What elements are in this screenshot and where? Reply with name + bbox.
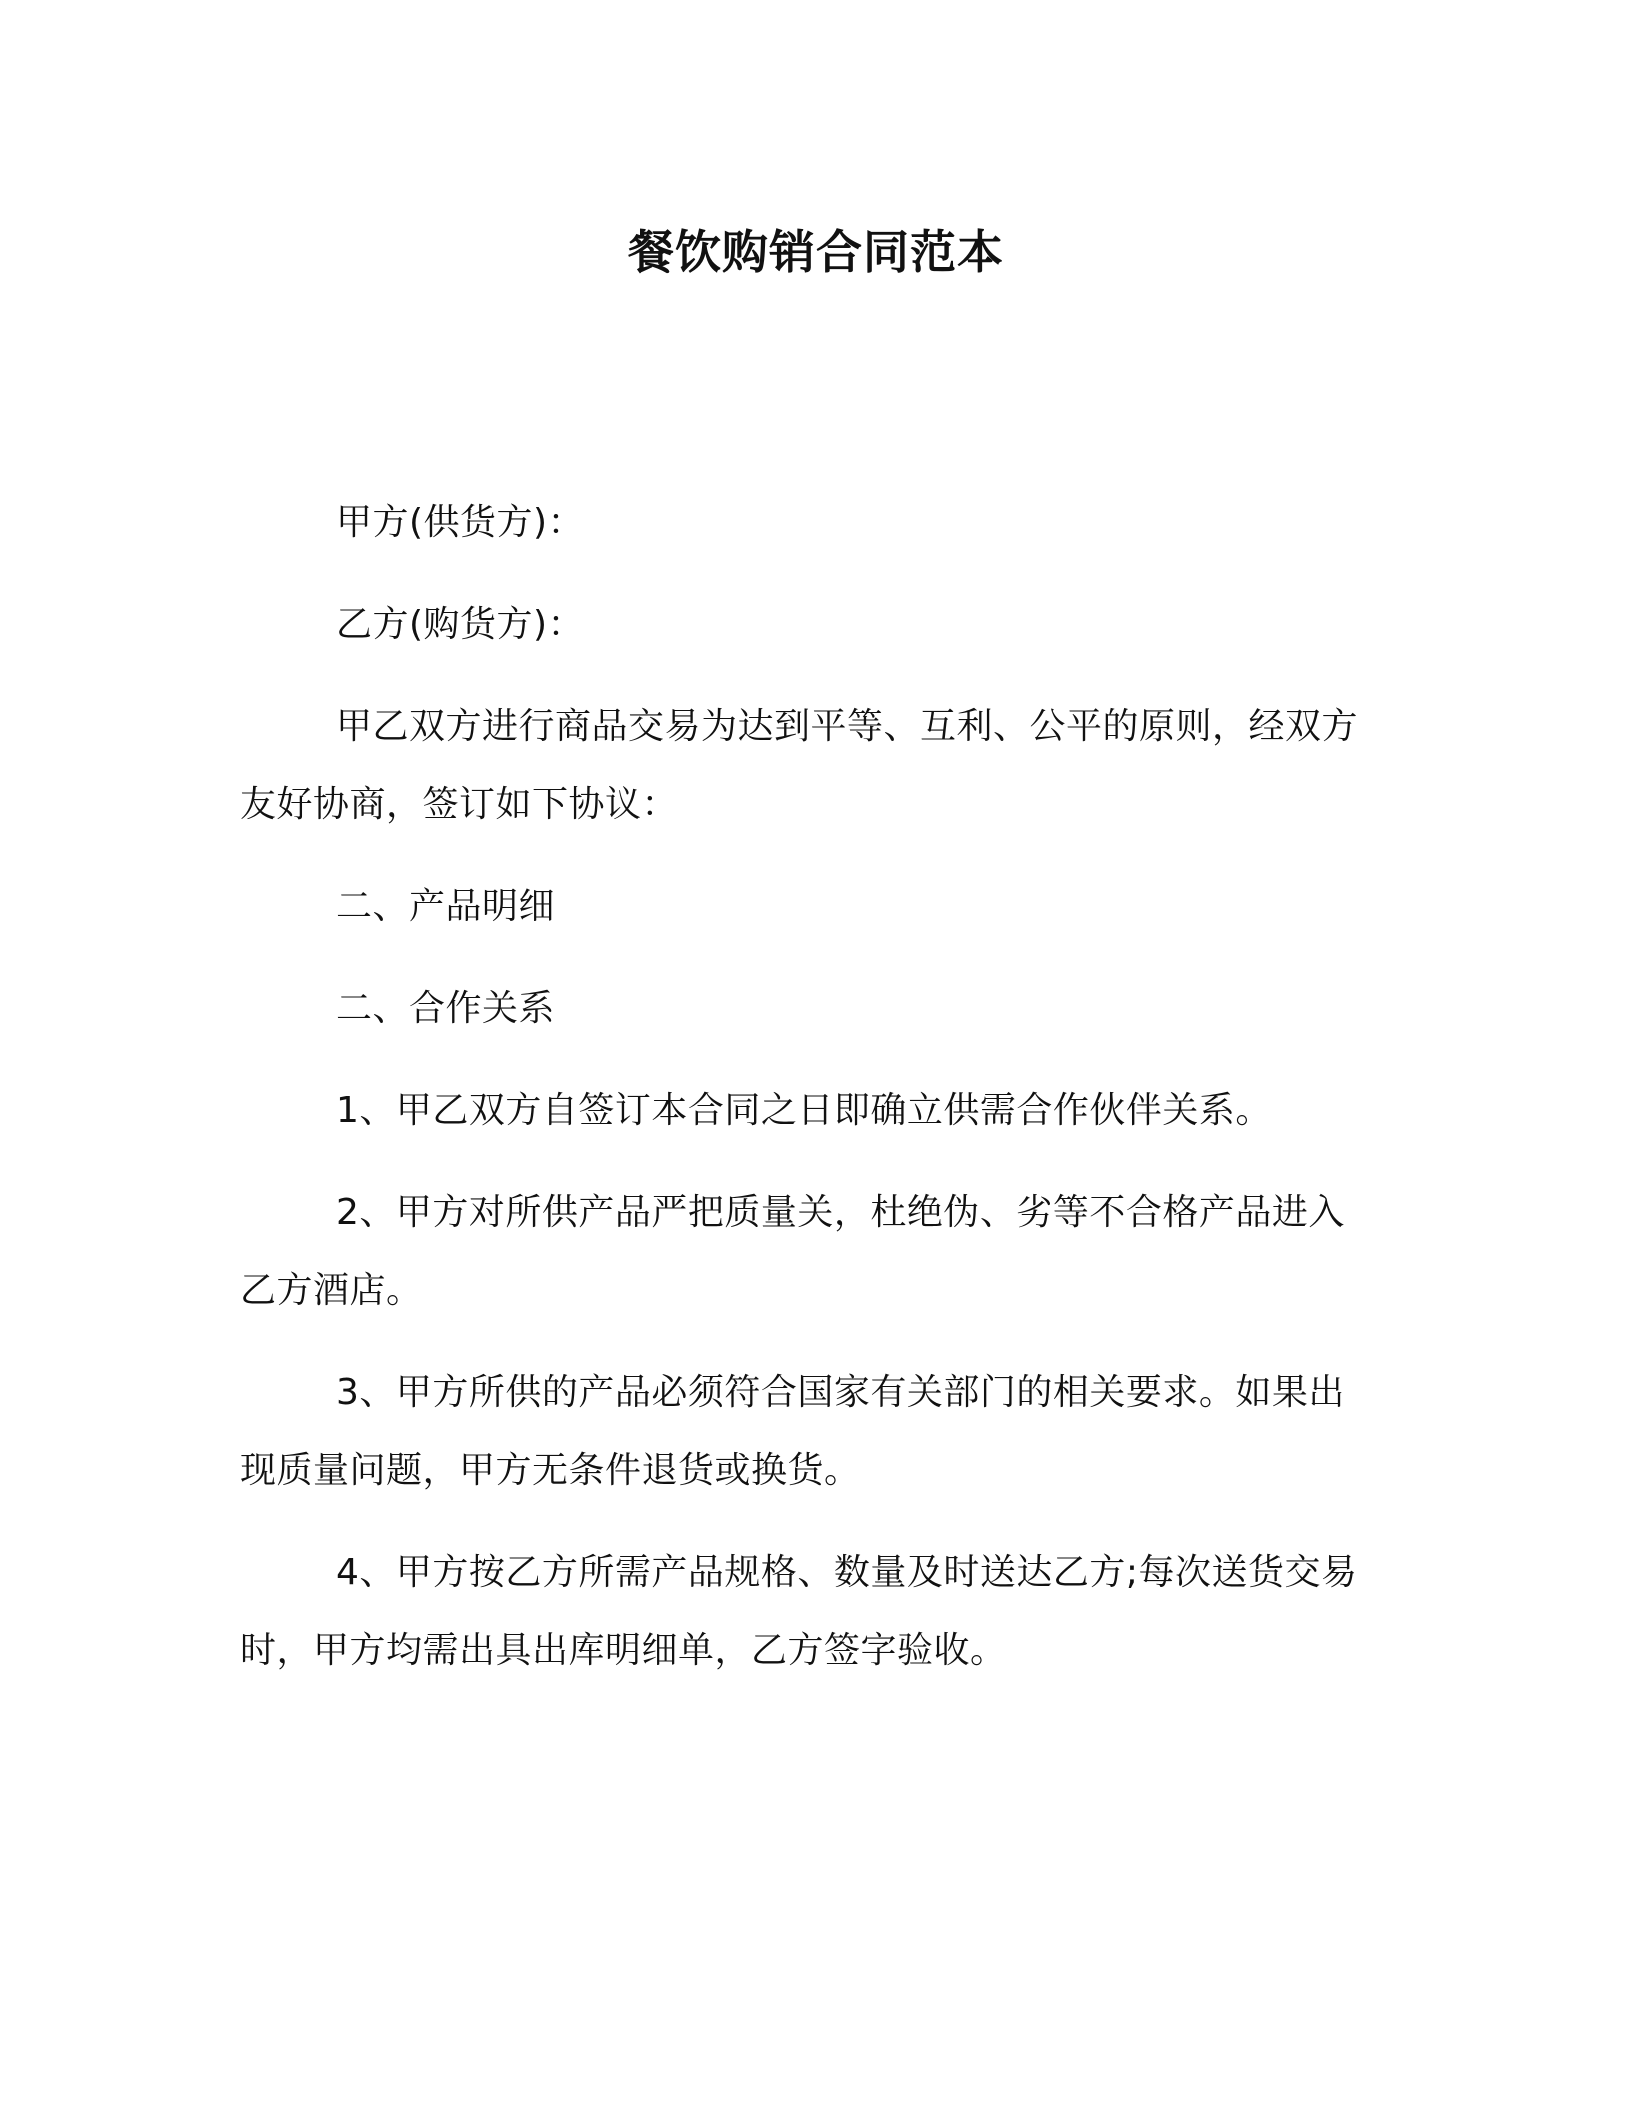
party-b-line: 乙方(购货方)： xyxy=(336,604,585,645)
clause-3: 3、甲方所供的产品必须符合国家有关部门的相关要求。如果出现质量问题，甲方无条件退货或换货。 xyxy=(240,1372,1345,1491)
section-heading-product: 二、产品明细 xyxy=(336,886,556,927)
party-a-line: 甲方(供货方)： xyxy=(336,502,585,543)
intro-paragraph: 甲乙双方进行商品交易为达到平等、互利、公平的原则，经双方友好协商，签订如下协议： xyxy=(240,706,1359,825)
section-heading-cooperation: 二、合作关系 xyxy=(336,988,556,1029)
clause-4: 4、甲方按乙方所需产品规格、数量及时送达乙方;每次送货交易时，甲方均需出具出库明细单，乙方签字验收。 xyxy=(240,1552,1358,1671)
clause-2: 2、甲方对所供产品严把质量关，杜绝伪、劣等不合格产品进入乙方酒店。 xyxy=(240,1192,1345,1311)
clause-1: 1、甲乙双方自签订本合同之日即确立供需合作伙伴关系。 xyxy=(336,1090,1272,1131)
document-title: 餐饮购销合同范本 xyxy=(628,225,1004,279)
